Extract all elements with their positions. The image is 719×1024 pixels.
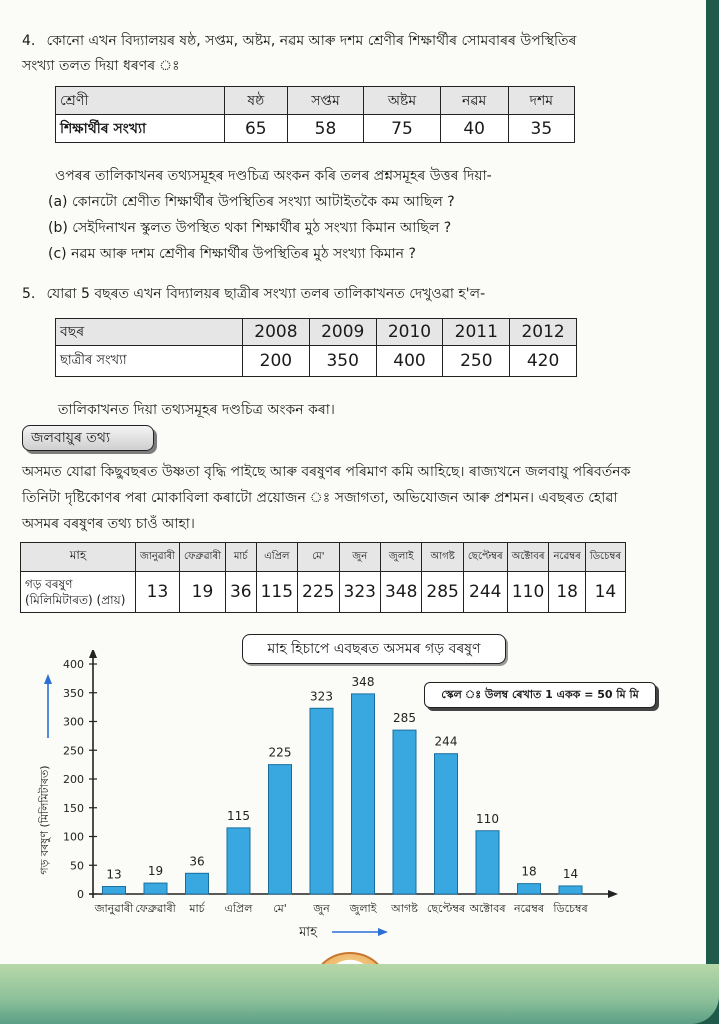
table-cell: 323: [339, 572, 380, 613]
y-tick-label: 300: [63, 715, 84, 729]
y-tick-label: 250: [63, 744, 84, 758]
x-tick-label: ডিচেম্বৰ: [553, 902, 588, 915]
col-header: জুলাই: [380, 543, 421, 572]
y-tick-label: 100: [63, 830, 84, 844]
data-label: 18: [521, 864, 537, 879]
chart-bar: [476, 831, 499, 894]
col-header: 2011: [443, 319, 510, 346]
row-header-line: (মিলিমিটাৰত) (প্ৰায়): [25, 593, 126, 607]
chart-bar: [352, 694, 375, 894]
paragraph-line: অসমৰ বৰষুণৰ তথ্য চাওঁ আহা।: [22, 516, 195, 532]
table-cell: 200: [243, 346, 310, 377]
chart-bar: [559, 886, 582, 894]
table-cell: 225: [298, 572, 339, 613]
col-header: 2012: [510, 319, 577, 346]
col-header: ষষ্ঠ: [225, 87, 288, 115]
x-axis-label: মাহ: [299, 925, 317, 940]
col-header: ছেপ্টেম্বৰ: [463, 543, 507, 572]
col-header: সপ্তম: [287, 87, 364, 115]
chart-bar: [269, 765, 292, 894]
y-axis-arrow: [89, 650, 97, 658]
table-cell: 13: [135, 572, 179, 613]
table-cell: 400: [376, 346, 443, 377]
question-4: [22, 30, 692, 52]
row-header: [21, 572, 136, 613]
col-header: মাৰ্চ: [225, 543, 256, 572]
col-header: 2010: [376, 319, 443, 346]
instruction-text: তালিকাখনত দিয়া তথ্যসমূহৰ দণ্ডচিত্ৰ অংকন কৰা।: [58, 402, 335, 418]
table-cell: 36: [225, 572, 256, 613]
table-cell: 14: [585, 572, 625, 613]
table-cell: 250: [443, 346, 510, 377]
chart-bar: [144, 883, 167, 894]
data-label: 36: [189, 854, 205, 869]
paragraph-line: অসমত যোৱা কিছুবছৰত উষ্ণতা বৃদ্ধি পাইছে আৰু বৰষুণৰ পৰিমাণ কমি আহিছে। ৰাজ্যখনে জলবায়ু পৰিবৰ্তনক: [22, 464, 631, 480]
row-header: শ্ৰেণী: [56, 87, 225, 115]
x-tick-label: আগষ্ট: [391, 902, 418, 915]
table-cell: 350: [309, 346, 376, 377]
chart-bar: [518, 884, 541, 894]
rainfall-table: [20, 542, 626, 613]
row-header: শিক্ষাৰ্থীৰ সংখ্যা: [56, 115, 225, 143]
table-cell: 110: [507, 572, 549, 613]
chart-title: মাহ হিচাপে এবছৰত অসমৰ গড় বৰষুণ: [242, 634, 506, 664]
y-tick-label: 0: [77, 888, 84, 901]
x-axis-arrow: [608, 890, 618, 898]
x-tick-label: জানুৱাৰী: [94, 902, 134, 915]
data-label: 225: [268, 745, 292, 760]
y-tick-label: 200: [63, 773, 84, 786]
y-label-arrow-head: [44, 674, 52, 684]
x-tick-label: মাৰ্চ: [189, 902, 205, 915]
col-header: অক্টোবৰ: [507, 543, 549, 572]
x-tick-label: মে': [273, 902, 287, 915]
data-label: 323: [310, 689, 333, 704]
col-header: জানুৱাৰী: [135, 543, 179, 572]
row-header: ছাত্ৰীৰ সংখ্যা: [56, 346, 243, 377]
table-cell: 244: [463, 572, 507, 613]
row-header-line: গড় বৰষুণ: [25, 577, 73, 591]
data-label: 244: [434, 734, 458, 749]
y-tick-label: 350: [63, 686, 84, 700]
col-header: নৱম: [440, 87, 508, 115]
paragraph-line: তিনিটা দৃষ্টিকোণৰ পৰা মোকাবিলা কৰাটো প্ৰয়োজন ঃ সজাগতা, অভিযোজন আৰু প্ৰশমন। এবছৰত হোৱা: [22, 490, 618, 506]
table-cell: 35: [508, 115, 574, 143]
x-tick-label: ছেপ্টেম্বৰ: [426, 902, 466, 915]
table-cell: 75: [364, 115, 440, 143]
scale-note: স্কেল ঃ উলম্ব ৰেখাত 1 একক = 50 মি মি: [424, 682, 656, 708]
table-cell: 115: [256, 572, 297, 613]
col-header: ডিচেম্বৰ: [585, 543, 625, 572]
table-cell: 348: [380, 572, 421, 613]
table-cell: 19: [180, 572, 226, 613]
col-header: জুন: [339, 543, 380, 572]
question-text: কোনো এখন বিদ্যালয়ৰ ষষ্ঠ, সপ্তম, অষ্টম, নৱম আৰু দশম শ্ৰেণীৰ শিক্ষাৰ্থীৰ সোমবাৰৰ উপস্থিতিৰ: [46, 33, 577, 49]
row-header: মাহ: [21, 543, 136, 572]
question-number: 4.: [22, 33, 36, 49]
chart-bar: [393, 730, 416, 894]
col-header: নৱেম্বৰ: [549, 543, 585, 572]
y-axis-label: গড় বৰষুণ (মিলিমিটাৰত): [38, 765, 51, 875]
data-label: 14: [562, 866, 579, 881]
y-tick-label: 400: [63, 658, 84, 671]
class-attendance-table: [55, 86, 575, 143]
data-label: 285: [393, 711, 416, 726]
question-text-cont: সংখ্যা তলত দিয়া ধৰণৰ ঃ: [22, 58, 180, 74]
question-number: 5.: [22, 286, 36, 302]
col-header: অষ্টম: [364, 87, 440, 115]
col-header: 2009: [309, 319, 376, 346]
table-cell: 420: [510, 346, 577, 377]
data-label: 13: [106, 867, 122, 882]
x-tick-label: নৱেম্বৰ: [513, 902, 545, 915]
chart-bar: [310, 708, 333, 894]
page-edge-decoration: [0, 964, 719, 1024]
y-tick-label: 50: [70, 859, 84, 873]
col-header: দশম: [508, 87, 574, 115]
data-label: 115: [227, 808, 250, 823]
table-cell: 18: [549, 572, 585, 613]
chart-bar: [227, 828, 250, 894]
col-header: ফেব্ৰুৱাৰী: [180, 543, 226, 572]
y-tick-label: 150: [63, 801, 84, 815]
x-tick-label: ফেব্ৰুৱাৰী: [135, 902, 176, 915]
section-heading: জলবায়ুৰ তথ্য: [22, 425, 154, 451]
question-text: যোৱা 5 বছৰত এখন বিদ্যালয়ৰ ছাত্ৰীৰ সংখ্যা তলৰ তালিকাখনত দেখুওৱা হ'ল-: [46, 286, 486, 302]
table-cell: 65: [225, 115, 288, 143]
rainfall-bar-chart: [0, 650, 706, 950]
instruction-text: ওপৰৰ তালিকাখনৰ তথ্যসমূহৰ দণ্ডচিত্ৰ অংকন কৰি তলৰ প্ৰশ্নসমূহৰ উত্তৰ দিয়া-: [55, 168, 492, 184]
x-label-arrow-head: [378, 928, 388, 936]
data-label: 348: [351, 674, 375, 689]
col-header: এপ্ৰিল: [256, 543, 297, 572]
chart-bar: [186, 873, 209, 894]
sub-question: (b) সেইদিনাখন স্কুলত উপস্থিত থকা শিক্ষাৰ্থীৰ মুঠ সংখ্যা কিমান আছিল ?: [48, 220, 452, 236]
x-tick-label: এপ্ৰিল: [224, 902, 253, 915]
question-5: [22, 283, 692, 305]
chart-bar: [435, 754, 458, 894]
girls-enrolment-table: [55, 318, 577, 377]
sub-question: (c) নৱম আৰু দশম শ্ৰেণীৰ শিক্ষাৰ্থীৰ উপস্থিতিৰ মুঠ সংখ্যা কিমান ?: [48, 246, 416, 262]
x-tick-label: অক্টোবৰ: [469, 902, 506, 915]
data-label: 19: [147, 864, 164, 879]
x-tick-label: জুলাই: [349, 902, 377, 915]
sub-question: (a) কোনটো শ্ৰেণীত শিক্ষাৰ্থীৰ উপস্থিতিৰ সংখ্যা আটাইতকৈ কম আছিল ?: [48, 194, 455, 210]
chart-bar: [103, 887, 126, 894]
data-label: 110: [476, 811, 499, 826]
table-cell: 40: [440, 115, 508, 143]
row-header: বছৰ: [56, 319, 243, 346]
x-tick-label: জুন: [313, 902, 330, 915]
col-header: আগষ্ট: [422, 543, 463, 572]
col-header: মে': [298, 543, 339, 572]
table-cell: 58: [287, 115, 364, 143]
table-cell: 285: [422, 572, 463, 613]
col-header: 2008: [243, 319, 310, 346]
